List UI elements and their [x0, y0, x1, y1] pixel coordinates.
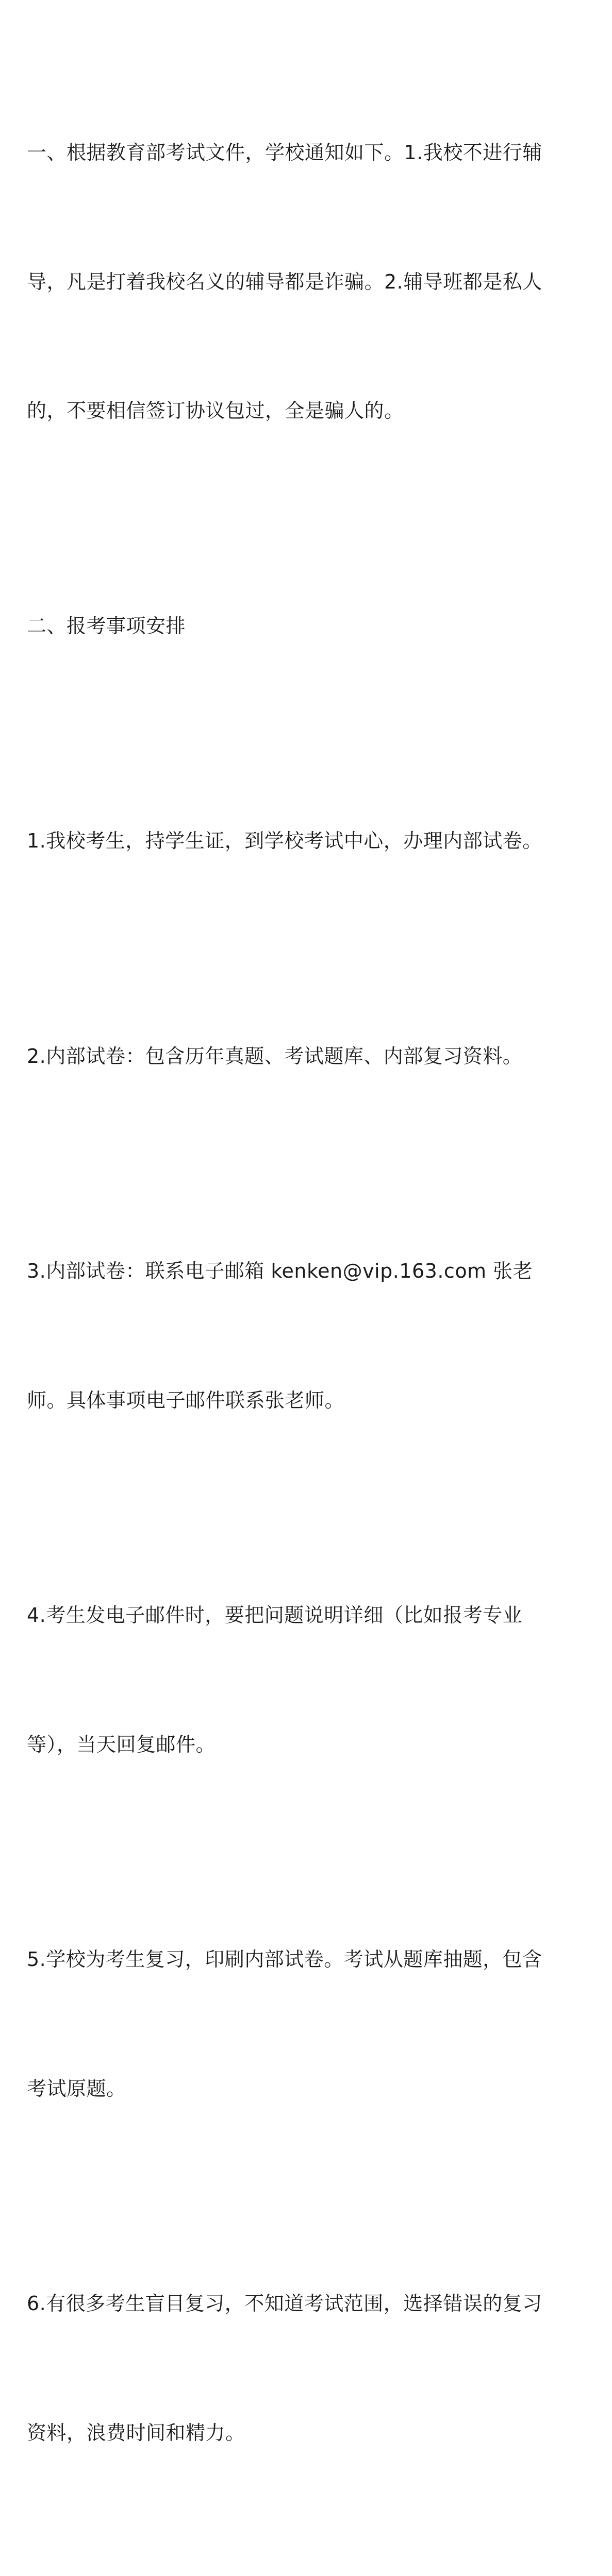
text-line: 4.考生发电子邮件时，要把问题说明详细（比如报考专业 — [27, 1604, 523, 1626]
list-item-5 — [27, 1852, 590, 2196]
text-line: 6.有很多考生盲目复习，不知道考试范围，选择错误的复习 — [27, 2292, 542, 2315]
text-line: 导，凡是打着我校名义的辅导都是诈骗。2.辅导班都是私人 — [27, 270, 542, 293]
text-line: 3.内部试卷：联系电子邮箱 kenken@vip.163.com 张老 — [27, 1260, 533, 1282]
list-item-3 — [27, 1164, 590, 1508]
text-line: 2.内部试卷：包含历年真题、考试题库、内部复习资料。 — [27, 1044, 523, 1067]
text-line: 资料，浪费时间和精力。 — [27, 2421, 245, 2444]
paragraph-intro — [27, 45, 590, 519]
notice-document — [27, 45, 590, 2576]
text-line: 5.学校为考生复习，印刷内部试卷。考试从题库抽题，包含 — [27, 1948, 542, 1971]
list-item-1 — [27, 734, 590, 949]
text-line: 一、根据教育部考试文件，学校通知如下。1.我校不进行辅 — [27, 141, 542, 164]
text-line: 师。具体事项电子邮件联系张老师。 — [27, 1388, 345, 1412]
list-item-2 — [27, 949, 590, 1164]
list-item-4 — [27, 1508, 590, 1852]
section-heading — [27, 519, 590, 734]
list-item-7 — [27, 2540, 590, 2576]
text-line: 1.我校考生，持学生证，到学校考试中心，办理内部试卷。 — [27, 829, 542, 852]
text-line: 等），当天回复邮件。 — [27, 1733, 216, 1756]
text-line: 考试原题。 — [27, 2077, 126, 2100]
text-line: 二、报考事项安排 — [27, 614, 186, 637]
list-item-6 — [27, 2196, 590, 2540]
text-line: 的，不要相信签订协议包过，全是骗人的。 — [27, 399, 404, 422]
